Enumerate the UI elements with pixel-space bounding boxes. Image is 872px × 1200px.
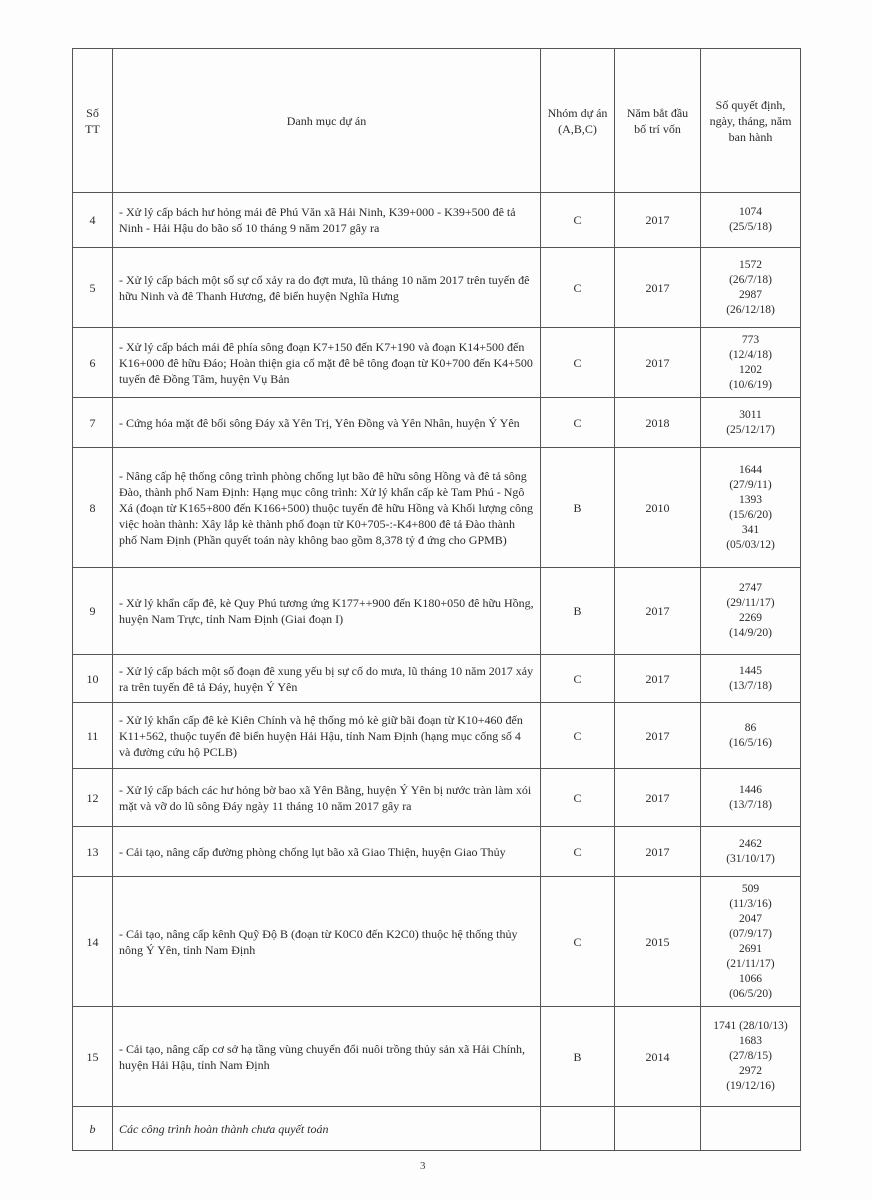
header-stt: Số TT (73, 49, 113, 193)
table-body (73, 193, 801, 1151)
decision-line: (27/8/15) (729, 1050, 772, 1062)
project-table (72, 48, 801, 1151)
row-stt: 4 (73, 193, 113, 248)
row-decisions (701, 877, 801, 1007)
decision-line: (19/12/16) (726, 1080, 775, 1092)
decision-line: 2462 (739, 837, 762, 850)
row-decisions (701, 568, 801, 655)
row-project-name: - Xử lý khẩn cấp đê kè Kiên Chính và hệ thống mỏ kè giữ bãi đoạn từ K10+460 đến K11+562, thuộc tuyến đê biển huyện Hải Hậu, tỉnh Nam Định (hạng mục cống số 4 và đường cứu hộ PCLB) (113, 703, 541, 769)
decision-line: 86 (744, 721, 757, 734)
table-row (73, 328, 801, 398)
table-header-row (73, 49, 801, 193)
row-group: C (541, 248, 615, 328)
header-decision: Số quyết định, ngày, tháng, năm ban hành (701, 49, 801, 193)
row-group: B (541, 1007, 615, 1107)
decision-line: 1644 (739, 463, 762, 476)
row-group: C (541, 703, 615, 769)
row-stt: 5 (73, 248, 113, 328)
row-decisions (701, 193, 801, 248)
row-stt: 10 (73, 655, 113, 703)
row-year: 2015 (615, 877, 701, 1007)
decision-line: (10/6/19) (729, 378, 772, 391)
decision-line: 2269 (739, 612, 762, 624)
decision-line: (05/03/12) (726, 538, 775, 551)
row-group: C (541, 398, 615, 448)
row-project-name: - Xử lý cấp bách các hư hỏng bờ bao xã Yên Bằng, huyện Ý Yên bị nước tràn làm xói mặt và vỡ do lũ sông Đáy ngày 11 tháng 10 năm 2017 gây ra (113, 769, 541, 827)
table-row (73, 448, 801, 568)
decision-line: 1741 (28/10/13) (713, 1020, 788, 1032)
decision-line: (26/12/18) (726, 303, 775, 316)
decision-line: 2747 (739, 582, 762, 594)
decision-line: 1066 (739, 972, 762, 985)
decision-line: 1074 (739, 206, 762, 218)
section-title: Các công trình hoàn thành chưa quyết toán (113, 1107, 541, 1151)
decision-line: 2691 (739, 942, 762, 955)
row-decisions (701, 655, 801, 703)
row-project-name: - Cứng hóa mặt đê bối sông Đáy xã Yên Trị, Yên Đồng và Yên Nhân, huyện Ý Yên (113, 398, 541, 448)
decision-line: 2047 (739, 912, 762, 925)
section-row (73, 1107, 801, 1151)
table-row (73, 193, 801, 248)
row-decisions (701, 1007, 801, 1107)
empty-cell (701, 1107, 801, 1151)
row-stt: 8 (73, 448, 113, 568)
row-group: C (541, 655, 615, 703)
decision-line: 1445 (739, 664, 762, 677)
decision-line: 1202 (739, 363, 762, 376)
page-number: 3 (420, 1160, 426, 1172)
row-year: 2017 (615, 769, 701, 827)
row-stt: 6 (73, 328, 113, 398)
row-group: C (541, 769, 615, 827)
decision-line: 2972 (739, 1065, 762, 1077)
row-year: 2017 (615, 248, 701, 328)
row-year: 2010 (615, 448, 701, 568)
row-project-name: - Cải tạo, nâng cấp cơ sở hạ tầng vùng chuyển đổi nuôi trồng thủy sản xã Hải Chính, huyện Hải Hậu, tỉnh Nam Định (113, 1007, 541, 1107)
row-year: 2017 (615, 827, 701, 877)
table-row (73, 877, 801, 1007)
decision-line: (11/3/16) (729, 897, 772, 910)
row-project-name: - Xử lý cấp bách một số sự cố xảy ra do đợt mưa, lũ tháng 10 năm 2017 trên tuyến đê hữu Ninh và đê Thanh Hương, đê biển huyện Nghĩa Hưng (113, 248, 541, 328)
table-row (73, 248, 801, 328)
decision-line: (21/11/17) (726, 957, 775, 970)
decision-line: (13/7/18) (729, 679, 772, 692)
row-stt: 9 (73, 568, 113, 655)
header-year: Năm bắt đầu bố trí vốn (615, 49, 701, 193)
row-group: C (541, 328, 615, 398)
header-name: Danh mục dự án (113, 49, 541, 193)
row-stt: 14 (73, 877, 113, 1007)
decision-line: (26/7/18) (729, 273, 772, 286)
row-decisions (701, 827, 801, 877)
row-decisions (701, 398, 801, 448)
row-decisions (701, 703, 801, 769)
row-year: 2017 (615, 703, 701, 769)
decision-line: (25/12/17) (726, 423, 775, 436)
decision-line: 1446 (739, 783, 762, 796)
decision-line: (13/7/18) (729, 798, 772, 811)
row-year: 2017 (615, 193, 701, 248)
decision-line: (07/9/17) (729, 927, 772, 940)
row-project-name: - Cải tạo, nâng cấp kênh Quỹ Độ B (đoạn từ K0C0 đến K2C0) thuộc hệ thống thủy nông Ý Yên, tỉnh Nam Định (113, 877, 541, 1007)
row-year: 2018 (615, 398, 701, 448)
section-stt: b (73, 1107, 113, 1151)
decision-line: (15/6/20) (729, 508, 772, 521)
row-stt: 11 (73, 703, 113, 769)
decision-line: (14/9/20) (729, 627, 772, 639)
row-year: 2017 (615, 655, 701, 703)
decision-line: 3011 (739, 408, 762, 421)
row-decisions (701, 769, 801, 827)
row-project-name: - Xử lý khẩn cấp đê, kè Quy Phú tương ứng K177++900 đến K180+050 đê hữu Hồng, huyện Nam Trực, tỉnh Nam Định (Giai đoạn I) (113, 568, 541, 655)
table-row (73, 655, 801, 703)
decision-line: (12/4/18) (729, 348, 772, 361)
row-year: 2017 (615, 568, 701, 655)
row-decisions (701, 248, 801, 328)
table-row (73, 827, 801, 877)
row-group: B (541, 568, 615, 655)
row-project-name: - Xử lý cấp bách mái đê phía sông đoạn K7+150 đến K7+190 và đoạn K14+500 đến K16+000 đê hữu Đáo; Hoàn thiện gia cố mặt đê bê tông đoạn từ K0+700 đến K4+500 tuyến đê Đồng Tâm, huyện Vụ Bản (113, 328, 541, 398)
decision-line: (16/5/16) (729, 736, 772, 749)
row-year: 2014 (615, 1007, 701, 1107)
table-row (73, 398, 801, 448)
row-stt: 12 (73, 769, 113, 827)
table-row (73, 703, 801, 769)
row-stt: 15 (73, 1007, 113, 1107)
row-group: C (541, 193, 615, 248)
decision-line: (27/9/11) (729, 478, 772, 491)
row-project-name: - Nâng cấp hệ thống công trình phòng chống lụt bão đê hữu sông Hồng và đê tả sông Đào, thành phố Nam Định: Hạng mục công trình: Xử lý khẩn cấp kè Tam Phú - Ngô Xá (đoạn từ K165+800 đến K166+500) thuộc tuyến đê hữu Hồng và Khối lượng công việc hoàn thành: Xây lắp kè thành phố đoạn từ K0+705-:-K4+800 đê tả Đào thành phố Nam Định (Phần quyết toán này không bao gồm 8,378 tỷ đ ứng cho GPMB) (113, 448, 541, 568)
row-year: 2017 (615, 328, 701, 398)
table-row (73, 1007, 801, 1107)
row-group: C (541, 827, 615, 877)
decision-line: 509 (741, 882, 760, 895)
empty-cell (541, 1107, 615, 1151)
decision-line: 341 (741, 523, 760, 536)
decision-line: (29/11/17) (726, 597, 775, 609)
row-project-name: - Xử lý cấp bách hư hỏng mái đê Phú Văn xã Hải Ninh, K39+000 - K39+500 đê tả Ninh - Hải Hậu do bão số 10 tháng 9 năm 2017 gây ra (113, 193, 541, 248)
row-project-name: - Cải tạo, nâng cấp đường phòng chống lụt bão xã Giao Thiện, huyện Giao Thủy (113, 827, 541, 877)
row-project-name: - Xử lý cấp bách một số đoạn đê xung yếu bị sự cố do mưa, lũ tháng 10 năm 2017 xảy ra trên tuyến đê tả Đáy, huyện Ý Yên (113, 655, 541, 703)
table-row (73, 568, 801, 655)
row-decisions (701, 448, 801, 568)
table-row (73, 769, 801, 827)
row-group: B (541, 448, 615, 568)
decision-line: (25/5/18) (729, 221, 772, 233)
header-group: Nhóm dự án (A,B,C) (541, 49, 615, 193)
decision-line: (06/5/20) (729, 987, 772, 1000)
row-group: C (541, 877, 615, 1007)
decision-line: (31/10/17) (726, 852, 775, 865)
empty-cell (615, 1107, 701, 1151)
row-decisions (701, 328, 801, 398)
row-stt: 13 (73, 827, 113, 877)
decision-line: 773 (741, 333, 760, 346)
row-stt: 7 (73, 398, 113, 448)
decision-line: 1572 (739, 258, 762, 271)
decision-line: 1393 (739, 493, 762, 506)
decision-line: 2987 (739, 288, 762, 301)
decision-line: 1683 (739, 1035, 762, 1047)
